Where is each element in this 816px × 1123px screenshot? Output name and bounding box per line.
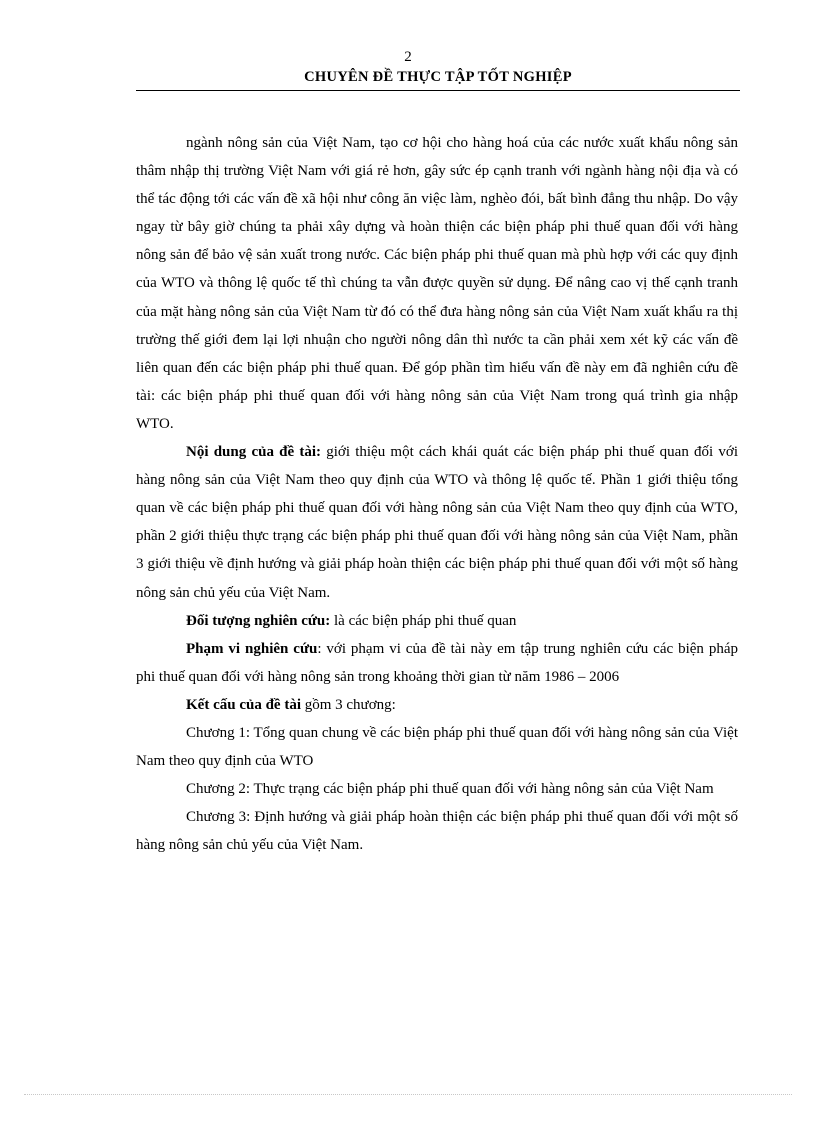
- header-divider: [136, 90, 740, 91]
- research-object-label: Đối tượng nghiên cứu:: [186, 612, 331, 629]
- document-body: [136, 129, 738, 859]
- paragraph-chapter-1: Chương 1: Tổng quan chung về các biện pháp phi thuế quan đối với hàng nông sản của Việt Nam theo quy định của WTO: [136, 724, 738, 770]
- content-text: giới thiệu một cách khái quát các biện pháp phi thuế quan đối với hàng nông sản của Việt Nam theo quy định của WTO và thông lệ quốc tế. Phần 1 giới thiệu tổng quan về các biện pháp phi thuế quan đối với hàng nông sản của Việt Nam theo quy định của WTO, phần 2 giới thiệu thực trạng các biện pháp phi thuế quan đối với hàng nông sản của Việt Nam, phần 3 giới thiệu về định hướng và giải pháp hoàn thiện các biện pháp phi thuế quan đối với một số hàng nông sản chủ yếu của Việt Nam.: [136, 444, 738, 601]
- paragraph-research-object: [136, 607, 738, 635]
- paragraph-chapter-2: Chương 2: Thực trạng các biện pháp phi thuế quan đối với hàng nông sản của Việt Nam: [186, 781, 714, 798]
- structure-label: Kết cấu của đề tài: [186, 696, 301, 713]
- research-scope-label: Phạm vi nghiên cứu: [186, 640, 318, 657]
- page-title: CHUYÊN ĐỀ THỰC TẬP TỐT NGHIỆP: [304, 69, 572, 85]
- research-scope-text: : với phạm vi của đề tài này em tập trung nghiên cứu các biện pháp phi thuế quan đối với hàng nông sản trong khoảng thời gian từ năm 1986 – 2006: [136, 640, 738, 685]
- footer-divider: [24, 1094, 792, 1095]
- paragraph-chapter-3: Chương 3: Định hướng và giải pháp hoàn thiện các biện pháp phi thuế quan đối với một số hàng nông sản chủ yếu của Việt Nam.: [136, 809, 738, 854]
- content-label: Nội dung của đề tài:: [186, 444, 322, 461]
- paragraph-research-scope: [136, 635, 738, 691]
- paragraph-content: [136, 438, 738, 607]
- page-number: 2: [404, 49, 412, 65]
- paragraph-structure: [136, 691, 738, 719]
- paragraph-intro: ngành nông sản của Việt Nam, tạo cơ hội cho hàng hoá của các nước xuất khẩu nông sản thâm nhập thị trường Việt Nam với giá rẻ hơn, gây sức ép cạnh tranh với ngành hàng nội địa và có thể tác động tới các vấn đề xã hội như công ăn việc làm, nghèo đói, bất bình đẳng thu nhập. Do vậy ngay từ bây giờ chúng ta phải xây dựng và hoàn thiện các biện pháp phi thuế quan đối với hàng nông sản để bảo vệ sản xuất trong nước. Các biện pháp phi thuế quan mà phù hợp với các quy định của WTO và thông lệ quốc tế thì chúng ta vẫn được quyền sử dụng. Để nâng cao vị thế cạnh tranh của mặt hàng nông sản của Việt Nam từ đó có thể đưa hàng nông sản của Việt Nam xuất khẩu ra thị trường thế giới đem lại lợi nhuận cho người nông dân thì nước ta cần phải xem xét kỹ các vấn đề liên quan đến các biện pháp phi thuế quan. Để góp phần tìm hiểu vấn đề này em đã nghiên cứu đề tài: các biện pháp phi thuế quan đối với hàng nông sản của Việt Nam trong quá trình gia nhập WTO.: [136, 135, 738, 432]
- research-object-text: là các biện pháp phi thuế quan: [330, 612, 517, 629]
- structure-text: gồm 3 chương:: [300, 696, 396, 713]
